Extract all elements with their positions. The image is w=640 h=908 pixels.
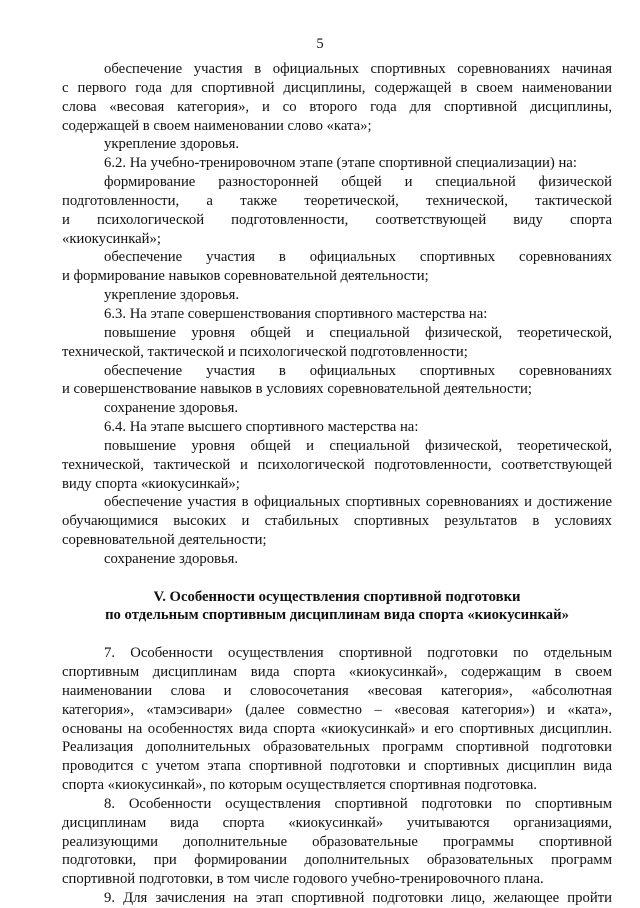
text-line: «киокусинкай»;: [62, 230, 161, 247]
text-line: обеспечение участия в официальных спортивных соревнованиях: [104, 249, 612, 266]
text-line: обучающимися высоких и стабильных спортивных результатов в условиях: [62, 513, 612, 530]
text-line: наименовании слова и словосочетания «весовая категория», «абсолютная: [62, 682, 612, 699]
text-line: основаны на особенностях вида спорта «киокусинкай» и его спортивных дисциплин.: [62, 720, 612, 737]
blank-line: [62, 569, 612, 588]
text-line: с первого года для спортивной дисциплины, содержащей в своем наименовании: [62, 79, 612, 96]
page-number: 5: [316, 36, 324, 52]
text-line: технической, тактической и психологической подготовленности, соответствующей: [62, 456, 612, 473]
section-heading-line: V. Особенности осуществления спортивной подготовки: [153, 588, 521, 605]
text-line: 8. Особенности осуществления спортивной подготовки по спортивным: [104, 795, 612, 812]
text-line: реализующими дополнительные образовательные программы спортивной: [62, 833, 612, 850]
text-line: слова «весовая категория», и со второго года для спортивной дисциплины,: [62, 98, 612, 115]
text-line: повышение уровня общей и специальной физической, теоретической,: [104, 324, 612, 341]
text-line: 9. Для зачисления на этап спортивной подготовки лицо, желающее пройти: [104, 890, 612, 907]
text-line: укрепление здоровья.: [104, 287, 240, 304]
text-line: спорта «киокусинкай», по которым осуществляется спортивная подготовка.: [62, 777, 537, 794]
document-body: [62, 60, 612, 908]
text-line: 6.3. На этапе совершенствования спортивного мастерства на:: [104, 305, 488, 322]
text-line: обеспечение участия в официальных спортивных соревнованиях и достижение: [104, 494, 612, 511]
text-line: формирование разносторонней общей и специальной физической: [104, 174, 612, 191]
text-line: и психологической подготовленности, соответствующей виду спорта: [62, 211, 612, 228]
text-line: укрепление здоровья.: [104, 136, 240, 153]
text-line: обеспечение участия в официальных спортивных соревнованиях начиная: [104, 61, 612, 77]
text-line: Реализация дополнительных образовательных программ спортивной подготовки: [62, 739, 612, 756]
text-line: соревновательной деятельности;: [62, 532, 267, 549]
text-line: 7. Особенности осуществления спортивной подготовки по отдельным: [104, 645, 612, 662]
text-line: спортивной подготовки, в том числе годового учебно-тренировочного плана.: [62, 871, 544, 888]
text-line: обеспечение участия в официальных спортивных соревнованиях: [104, 362, 612, 379]
text-line: категория», «тамэсивари» (далее совместно – «весовая категория») и «ката»,: [62, 701, 612, 718]
text-line: содержащей в своем наименовании слово «ката»;: [62, 117, 372, 134]
blank-line: [62, 625, 612, 644]
section-heading-line: по отдельным спортивным дисциплинам вида спорта «киокусинкай»: [105, 607, 569, 624]
text-line: и совершенствование навыков в условиях соревновательной деятельности;: [62, 381, 532, 398]
text-line: спортивным дисциплинам вида спорта «киокусинкай», содержащим в своем: [62, 664, 612, 680]
text-line: подготовки, при формировании дополнительных образовательных программ: [62, 852, 612, 869]
text-line: подготовленности, а также теоретической, технической, тактической: [62, 192, 612, 209]
text-line: проводится с учетом этапа спортивной подготовки и спортивных дисциплин вида: [62, 758, 612, 775]
text-line: технической, тактической и психологической подготовленности;: [62, 343, 468, 360]
text-line: повышение уровня общей и специальной физической, теоретической,: [104, 437, 612, 454]
text-line: 6.2. На учебно-тренировочном этапе (этапе спортивной специализации) на:: [104, 155, 577, 172]
text-line: виду спорта «киокусинкай»;: [62, 475, 240, 492]
text-line: дисциплинам вида спорта «киокусинкай» учитываются организациями,: [62, 814, 612, 831]
text-line: 6.4. На этапе высшего спортивного мастерства на:: [104, 419, 419, 436]
text-line: сохранение здоровья.: [104, 550, 239, 567]
text-line: и формирование навыков соревновательной деятельности;: [62, 268, 429, 285]
text-line: сохранение здоровья.: [104, 400, 239, 417]
